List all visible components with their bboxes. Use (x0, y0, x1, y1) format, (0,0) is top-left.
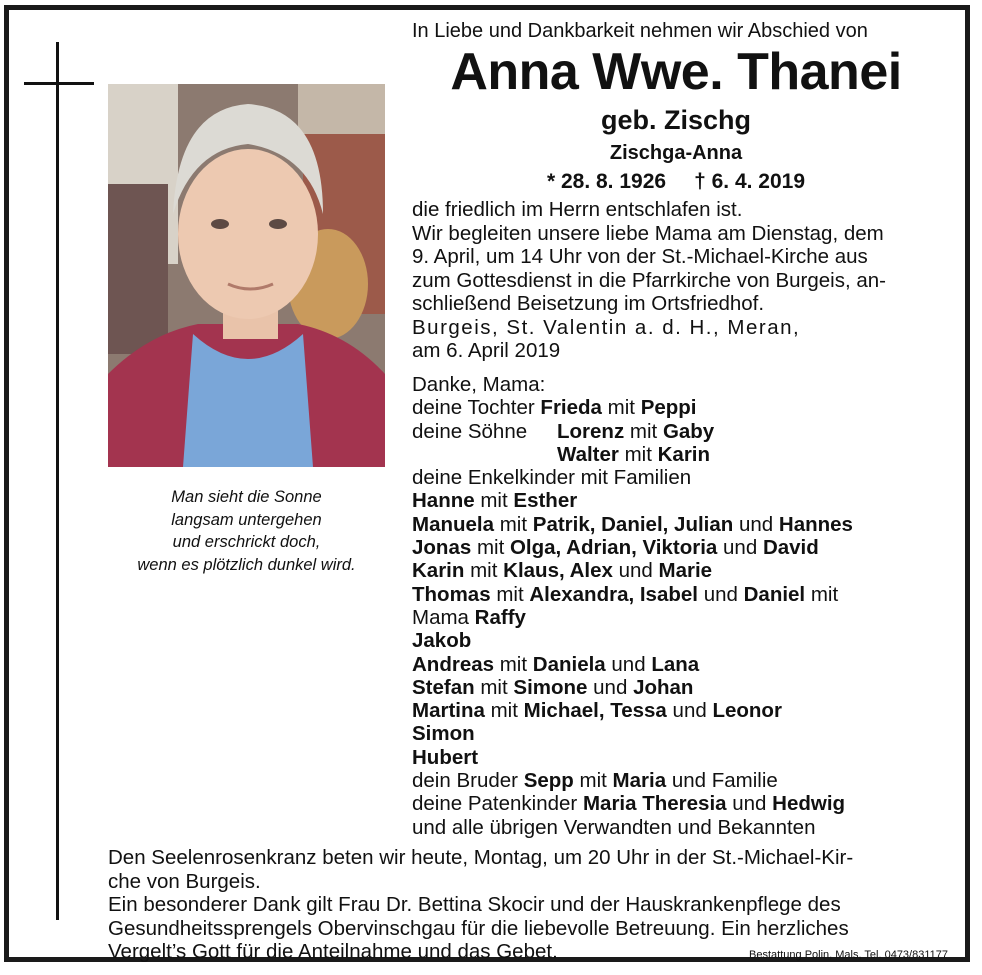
announcement-line: schließend Beisetzung im Ortsfriedhof. (412, 292, 765, 315)
cross-icon-bar (24, 82, 94, 85)
family-text: und (593, 675, 628, 699)
closing-text (108, 846, 950, 964)
family-line (412, 722, 952, 745)
announcement-line: die friedlich im Herrn entschlafen ist. (412, 198, 743, 221)
family-name: Johan (633, 675, 694, 699)
family-text: mit (629, 419, 658, 443)
family-name: Raffy (474, 605, 526, 629)
family-name: Alexandra, Isabel (529, 582, 698, 606)
family-name: Marie (658, 559, 713, 583)
birth-date: * 28. 8. 1926 (546, 170, 667, 193)
family-name: Daniel (743, 582, 806, 606)
poem (108, 486, 385, 576)
family-name: Martina (412, 699, 485, 723)
family-line (412, 513, 952, 536)
family-text: mit (607, 396, 635, 420)
nickname: Zischga-Anna (609, 142, 743, 164)
family-line (412, 396, 952, 419)
closing-line: Ein besonderer Dank gilt Frau Dr. Bettina Skocir und der Hauskrankenpflege des (108, 893, 841, 916)
death-date: † 6. 4. 2019 (694, 170, 806, 193)
intro-text: In Liebe und Dankbarkeit nehmen wir Abschied von (412, 20, 868, 42)
family-line (412, 629, 952, 652)
family-text: mit (490, 699, 518, 723)
family-text: mit (810, 582, 839, 606)
family-name: Simone (513, 675, 588, 699)
family-text: dein Bruder (412, 769, 518, 793)
family-text: deine Tochter (412, 396, 535, 420)
family-text: und (738, 512, 774, 536)
family-line (412, 769, 952, 792)
family-name: Lana (651, 652, 700, 676)
family-name: Sepp (523, 769, 574, 793)
family-text: mit (579, 769, 607, 793)
family-name: Karin (412, 559, 465, 583)
family-name: Hanne (412, 489, 475, 513)
family-line: deine Enkelkinder mit Familien (412, 466, 692, 490)
family-name: Hedwig (772, 792, 846, 816)
family-text: mit (480, 675, 508, 699)
family-name: Gaby (662, 419, 715, 443)
family-line (412, 653, 952, 676)
family-text: mit (496, 582, 524, 606)
family-text: mit (499, 512, 528, 536)
family-text: und (672, 699, 707, 723)
place-date: am 6. April 2019 (412, 339, 561, 362)
poem-line: und erschrickt doch, (172, 533, 321, 551)
family-name: Simon (412, 722, 475, 746)
family-line (412, 443, 952, 466)
announcement-line: zum Gottesdienst in die Pfarrkirche von Burgeis, an- (412, 268, 886, 292)
portrait-photo (108, 84, 385, 467)
family-name: Peppi (640, 396, 697, 420)
family-name: Stefan (412, 675, 475, 699)
announcement-line: Wir begleiten unsere liebe Mama am Dienstag, dem (412, 221, 884, 245)
family-name: David (762, 536, 819, 560)
family-line (412, 536, 952, 559)
family-name: Olga, Adrian, Viktoria (509, 536, 718, 560)
family-name: Michael, Tessa (523, 699, 667, 723)
family-name: Esther (513, 489, 578, 513)
places: Burgeis, St. Valentin a. d. H., Meran, (412, 315, 801, 339)
family-text: deine Söhne (412, 419, 528, 443)
undertaker-credit: Bestattung Polin, Mals, Tel. 0473/831177 (749, 949, 948, 961)
family-line: und alle übrigen Verwandten und Bekannten (412, 815, 816, 839)
family-name: Walter (557, 442, 619, 466)
closing-line: che von Burgeis. (108, 869, 261, 893)
family-line (412, 606, 952, 629)
announcement (412, 198, 952, 363)
family-name: Manuela (412, 512, 495, 536)
announcement-line: 9. April, um 14 Uhr von der St.-Michael-Kirche aus (412, 245, 868, 268)
family-name: Frieda (540, 396, 602, 420)
life-dates (412, 170, 940, 194)
family-text: und (732, 792, 767, 816)
poem-line: langsam untergehen (171, 510, 322, 529)
family-text: und (618, 559, 653, 583)
family-line (412, 559, 952, 582)
family-name: Klaus, Alex (503, 559, 613, 583)
closing-line: Den Seelenrosenkranz beten wir heute, Montag, um 20 Uhr in der St.-Michael-Kir- (108, 846, 854, 869)
family-line (412, 792, 952, 815)
cross-icon (56, 42, 59, 920)
family-line (412, 676, 952, 699)
family-name: Karin (657, 442, 711, 466)
family-name: Lorenz (557, 419, 625, 443)
family-line (412, 699, 952, 722)
family-text: deine Patenkinder (412, 792, 578, 816)
family-name: Maria Theresia (582, 792, 727, 816)
family-name: Thomas (412, 582, 491, 606)
family-text: und Familie (671, 769, 778, 793)
family-line (412, 746, 952, 769)
family-name: Maria (612, 769, 667, 793)
family-name: Jonas (412, 536, 472, 560)
family-text: mit (470, 559, 498, 583)
family-name: Jakob (412, 629, 472, 653)
poem-line: Man sieht die Sonne (171, 488, 322, 506)
thanks-line: Danke, Mama: (412, 373, 546, 396)
family-name: Patrik, Daniel, Julian (532, 512, 734, 536)
family-text: und (611, 652, 646, 676)
family-name: Leonor (712, 699, 782, 723)
closing-line: Vergelt’s Gott für die Anteilnahme und das Gebet. (108, 940, 558, 963)
family-line (412, 489, 952, 512)
closing-line: Gesundheitssprengels Obervinschgau für die liebevolle Betreuung. Ein herzliches (108, 916, 849, 940)
family-text: mit (499, 652, 528, 676)
family-text: mit (476, 536, 505, 560)
family-text: mit (624, 442, 652, 466)
family-name: Hubert (412, 745, 479, 769)
family-name: Hannes (778, 512, 853, 536)
family-name: Daniela (532, 652, 606, 676)
deceased-name: Anna Wwe. Thanei (450, 43, 902, 101)
family-text: und (703, 582, 738, 606)
family-text: Mama (412, 605, 469, 629)
poem-line: wenn es plötzlich dunkel wird. (137, 555, 356, 574)
family-line (412, 583, 952, 606)
family-text: mit (480, 489, 508, 513)
family-text: und (723, 536, 758, 560)
birth-name: geb. Zischg (600, 105, 752, 135)
family-name: Andreas (412, 652, 495, 676)
family-line (412, 420, 952, 443)
family-list (412, 373, 952, 839)
